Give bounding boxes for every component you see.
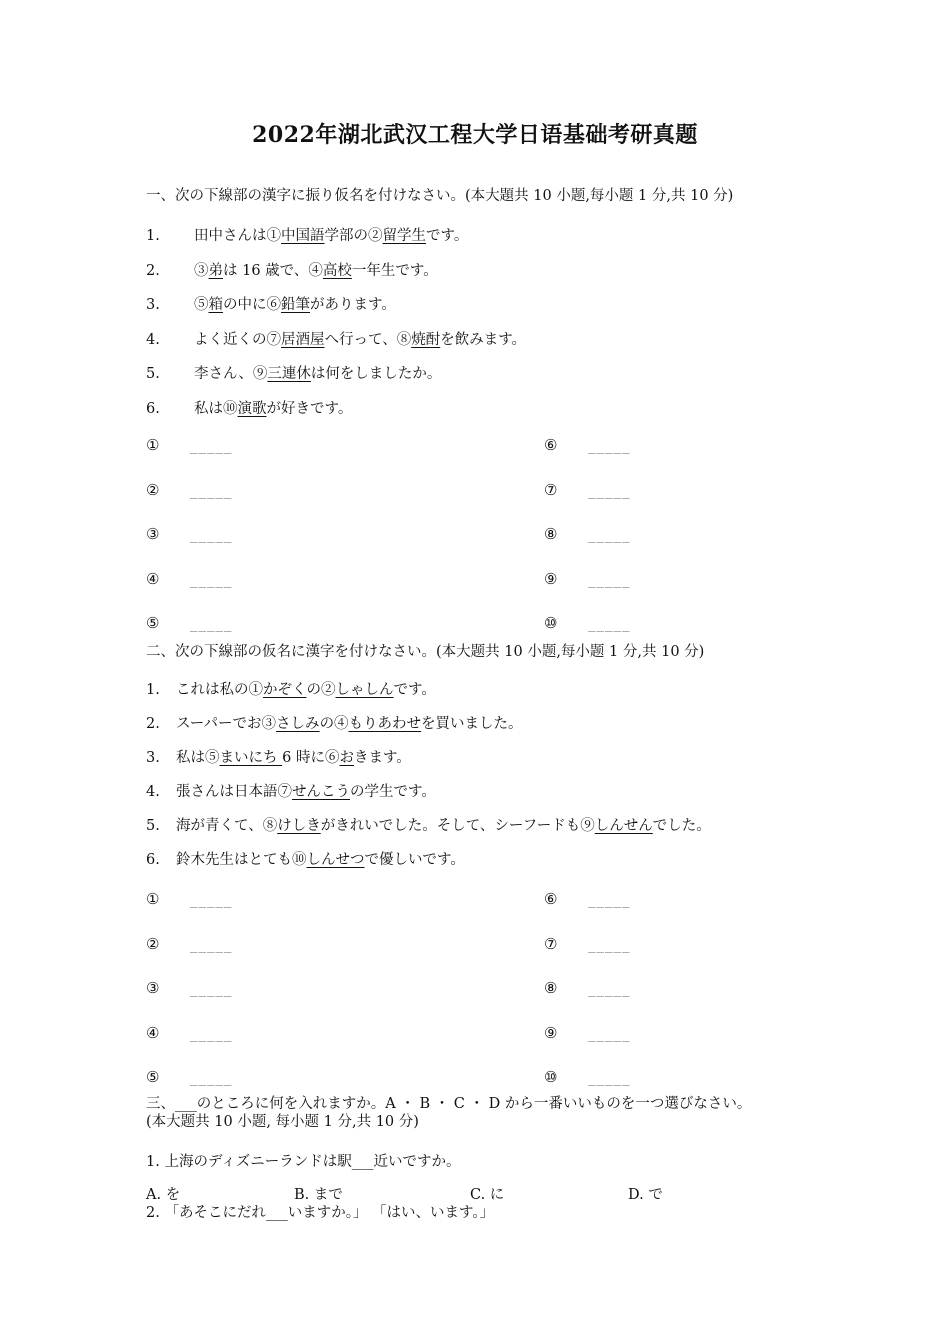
answer-blank-row (544, 1068, 631, 1086)
question-text: 張さんは日本語⑦ (176, 784, 292, 800)
question-text: 李さん、⑨ (194, 366, 268, 382)
underlined-term: しゃしん (335, 682, 394, 698)
question-number: 1. (146, 228, 160, 244)
answer-blank[interactable]: _____ (190, 525, 233, 543)
option-c: C. に (470, 1187, 505, 1203)
question-number: 4. (146, 331, 160, 348)
answer-number: ⑨ (544, 1023, 558, 1042)
underlined-term: 鉛筆 (281, 297, 310, 313)
question-text: へ行って、⑧ (324, 331, 412, 348)
underlined-term: せんこう (292, 784, 350, 800)
question-number: 6. (146, 400, 160, 417)
answer-blank-row (544, 525, 631, 543)
answer-blank-row (146, 436, 233, 454)
question-row (146, 746, 411, 767)
question-row (146, 780, 436, 801)
answer-blank[interactable]: _____ (588, 1023, 631, 1042)
answer-blank[interactable]: _____ (588, 934, 631, 953)
question-text: 鈴木先生はとても⑩ (176, 852, 307, 868)
question-text: 6 時に⑥ (282, 750, 340, 766)
answer-blank-row (146, 1068, 233, 1086)
question-text: です。 (393, 682, 436, 698)
answer-blank-row (146, 614, 233, 632)
answer-blank-row (146, 481, 233, 499)
answer-number: ③ (146, 979, 160, 997)
answer-blank[interactable]: _____ (190, 569, 233, 588)
question-text: の② (306, 682, 336, 698)
answer-number: ⑥ (544, 890, 558, 908)
option-b: B. まで (294, 1187, 343, 1203)
question-row (146, 328, 526, 349)
question-text: 田中さんは① (194, 228, 281, 244)
underlined-term: もりあわせ (348, 716, 422, 732)
answer-blank-row (544, 436, 631, 454)
answer-blank-row (146, 570, 233, 588)
underlined-term: 中国語 (281, 228, 325, 244)
question-row (146, 224, 468, 245)
answer-blank-row (544, 570, 631, 588)
answer-number: ⑧ (544, 979, 558, 997)
question-text: 一年生です。 (351, 262, 438, 279)
question-row (146, 814, 711, 835)
question-text: は 16 歳で、④ (223, 262, 323, 279)
answer-number: ⑦ (544, 934, 558, 953)
underlined-term: 演歌 (237, 400, 267, 417)
underlined-term: 箱 (208, 297, 223, 313)
answer-number: ② (146, 934, 160, 953)
answer-blank[interactable]: _____ (588, 890, 631, 908)
underlined-term: けしき (277, 818, 321, 834)
question-number: 2. (146, 716, 160, 732)
answer-blank-row (146, 979, 233, 997)
question-row (146, 397, 352, 418)
answer-blank-row (544, 979, 631, 997)
question-number: 6. (146, 852, 160, 868)
question-number: 3. (146, 297, 160, 313)
answer-blank-row (544, 890, 631, 908)
question-text: 学部の② (324, 228, 383, 244)
question-number: 1. (146, 682, 160, 698)
underlined-term: 焼酎 (411, 331, 441, 348)
answer-blank-row (146, 890, 233, 908)
question-number: 2. (146, 262, 160, 279)
underlined-term: かぞく (263, 682, 307, 698)
question-text: 私は⑩ (194, 400, 238, 417)
answer-number: ⑩ (544, 1068, 558, 1086)
answer-blank[interactable]: _____ (190, 890, 233, 908)
answer-blank[interactable]: _____ (190, 436, 233, 454)
option-d: D. で (628, 1187, 663, 1203)
answer-blank[interactable]: _____ (190, 1023, 233, 1042)
answer-blank-row (544, 1024, 631, 1042)
answer-number: ⑩ (544, 614, 558, 632)
answer-blank[interactable]: _____ (588, 569, 631, 588)
answer-blank[interactable]: _____ (588, 436, 631, 454)
underlined-term: まいにち (219, 750, 283, 766)
answer-number: ③ (146, 525, 160, 543)
answer-blank[interactable]: _____ (588, 979, 631, 997)
question-text: これは私の① (176, 682, 263, 698)
answer-number: ⑨ (544, 569, 558, 588)
question-row (146, 678, 436, 699)
answer-blank-row (146, 935, 233, 953)
underlined-term: 弟 (208, 262, 223, 279)
question-text: です。 (426, 228, 469, 244)
underlined-term: 三連休 (267, 366, 311, 382)
question-row (146, 848, 465, 869)
answer-number: ① (146, 436, 160, 454)
underlined-term: しんせん (594, 818, 653, 834)
option-a: A. を (146, 1187, 181, 1203)
answer-blank[interactable]: _____ (588, 1068, 631, 1086)
question-number: 3. (146, 750, 160, 766)
answer-blank[interactable]: _____ (190, 934, 233, 953)
question-text: が好きです。 (266, 400, 353, 417)
section3-question-2: 2. 「あそこにだれ___いますか。」 「はい、います。」 (146, 1205, 495, 1221)
answer-blank-row (146, 525, 233, 543)
answer-blank[interactable]: _____ (190, 614, 233, 632)
underlined-term: お (339, 750, 354, 766)
answer-number: ⑦ (544, 480, 558, 499)
underlined-term: さしみ (276, 716, 320, 732)
question-text: よく近くの⑦ (194, 331, 281, 348)
underlined-term: しんせつ (306, 852, 365, 868)
answer-blank-row (544, 935, 631, 953)
question-number: 4. (146, 784, 160, 800)
section3-heading-line2: (本大题共 10 小题, 每小题 1 分,共 10 分) (146, 1114, 419, 1130)
question-number: 5. (146, 818, 160, 834)
question-number: 5. (146, 366, 160, 382)
answer-blank-row (544, 614, 631, 632)
answer-blank-row (146, 1024, 233, 1042)
section2-heading: 二、次の下線部の仮名に漢字を付けなさい。(本大题共 10 小题,每小题 1 分,共 10 分) (146, 644, 705, 660)
question-text: の学生です。 (350, 784, 436, 800)
question-row (146, 362, 441, 383)
underlined-term: 高校 (322, 262, 352, 279)
question-text: でした。 (652, 818, 711, 834)
answer-number: ⑥ (544, 436, 558, 454)
question-text: ⑤ (194, 297, 209, 313)
question-text: を買いました。 (421, 716, 523, 732)
underlined-term: 留学生 (382, 228, 426, 244)
question-row (146, 293, 396, 314)
answer-blank[interactable]: _____ (190, 1068, 233, 1086)
question-text: で優しいです。 (364, 852, 465, 868)
answer-number: ④ (146, 569, 160, 588)
question-row (146, 712, 523, 733)
section3-heading-line1: 三、___のところに何を入れますか。A ・ B ・ C ・ D から一番いいものを一つ選びなさい。 (146, 1096, 752, 1112)
question-text: の④ (319, 716, 349, 732)
answer-number: ⑧ (544, 525, 558, 543)
answer-blank[interactable]: _____ (190, 979, 233, 997)
question-text: 海が青くて、⑧ (176, 818, 278, 834)
question-text: ③ (194, 262, 209, 279)
answer-number: ④ (146, 1023, 160, 1042)
answer-blank-row (544, 481, 631, 499)
answer-number: ⑤ (146, 614, 160, 632)
answer-blank[interactable]: _____ (190, 480, 233, 499)
answer-number: ② (146, 480, 160, 499)
answer-number: ① (146, 890, 160, 908)
page-title: 2022年湖北武汉工程大学日语基础考研真题 (252, 122, 698, 148)
question-row (146, 259, 438, 280)
question-text: きます。 (353, 750, 411, 766)
answer-blank[interactable]: _____ (588, 614, 631, 632)
underlined-term: 居酒屋 (281, 331, 325, 348)
answer-blank[interactable]: _____ (588, 525, 631, 543)
question-text: を飲みます。 (440, 331, 527, 348)
question-text: の中に⑥ (223, 297, 281, 313)
section1-heading: 一、次の下線部の漢字に振り仮名を付けなさい。(本大題共 10 小题,每小题 1 分,共 10 分) (146, 188, 734, 204)
section3-question-1: 1. 上海のディズニーランドは駅___近いですか。 (146, 1154, 461, 1170)
question-text: は何をしましたか。 (310, 366, 442, 382)
question-text: があります。 (310, 297, 396, 313)
question-text: スーパーでお③ (176, 716, 277, 732)
question-text: 私は⑤ (176, 750, 220, 766)
answer-blank[interactable]: _____ (588, 480, 631, 499)
question-text: がきれいでした。そして、シーフードも⑨ (320, 818, 595, 834)
answer-number: ⑤ (146, 1068, 160, 1086)
